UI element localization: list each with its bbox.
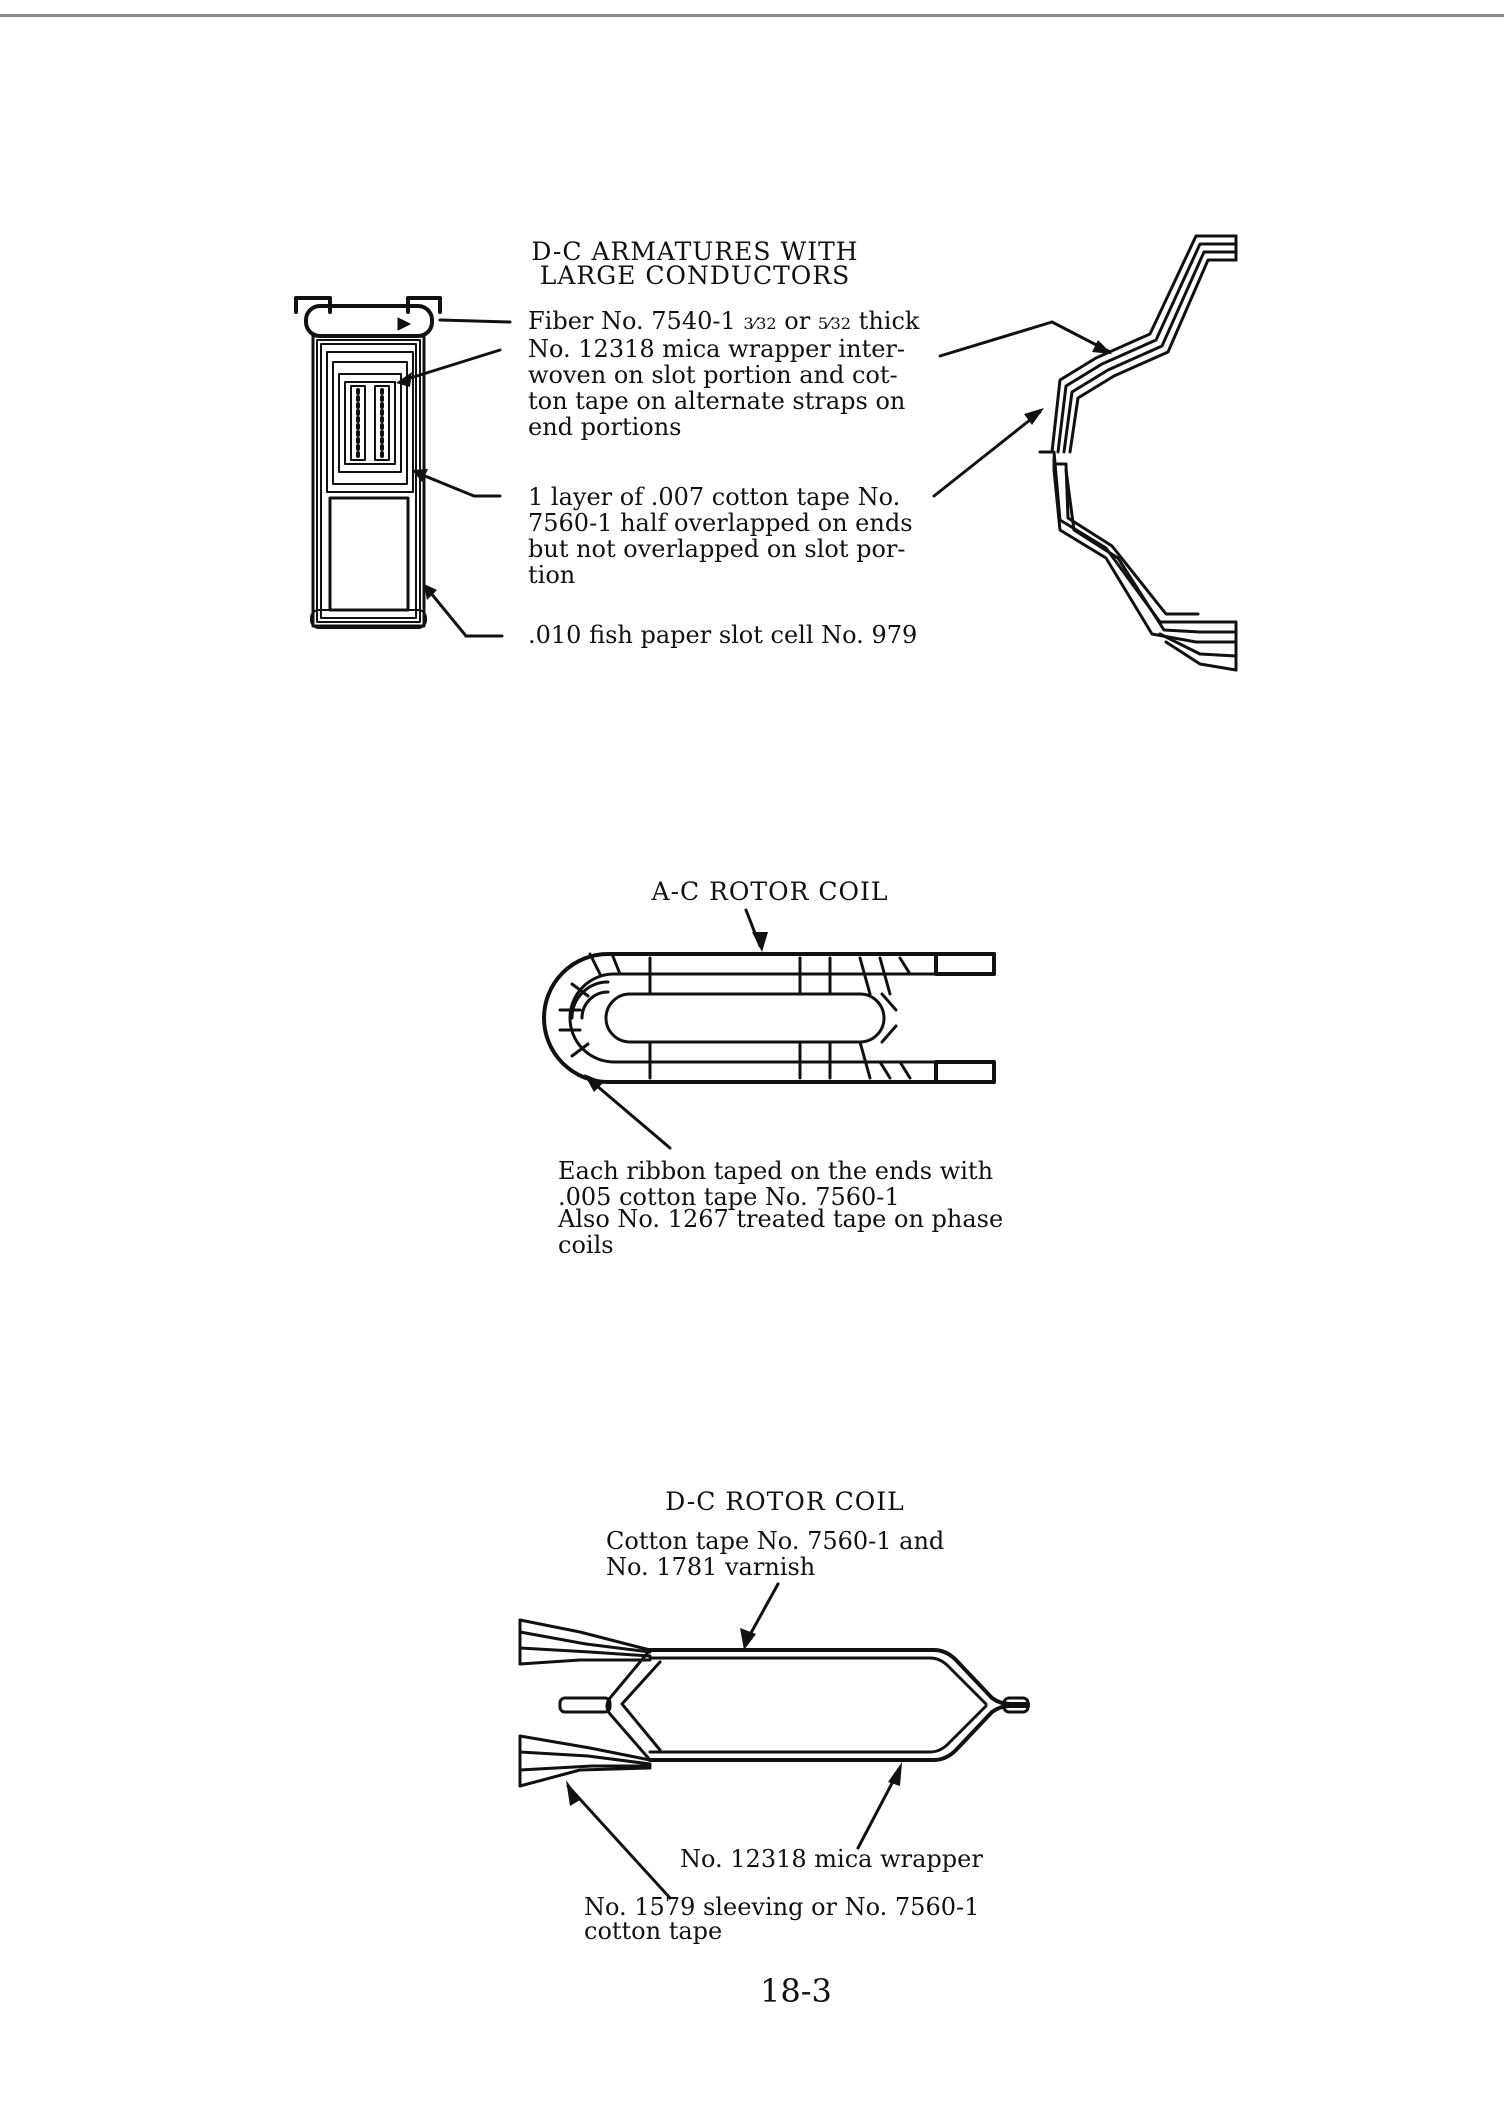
dc-armature-title-2: LARGE CONDUCTORS xyxy=(539,261,851,290)
mica-label-line-4: end portions xyxy=(528,413,682,441)
page-number: 18-3 xyxy=(760,1972,832,2010)
mica-label-line-1: No. 12318 mica wrapper inter- xyxy=(528,335,905,363)
cotton-tape-line-1: Cotton tape No. 7560-1 and xyxy=(606,1527,945,1555)
ribbon-note-line-4: coils xyxy=(558,1231,614,1259)
mica-wrapper-label: No. 12318 mica wrapper xyxy=(680,1845,983,1873)
cotton-layer-line-2: 7560-1 half overlapped on ends xyxy=(528,509,913,537)
dc-armature-title-1: D-C ARMATURES WITH xyxy=(531,237,859,266)
ac-rotor-coil-title: A-C ROTOR COIL xyxy=(651,877,889,906)
sleeving-line-1: No. 1579 sleeving or No. 7560-1 xyxy=(584,1893,980,1921)
cotton-layer-line-1: 1 layer of .007 cotton tape No. xyxy=(528,483,901,511)
fiber-suffix: thick xyxy=(858,307,920,335)
fiber-prefix: Fiber No. 7540-1 xyxy=(528,307,736,335)
cotton-layer-line-4: tion xyxy=(528,561,576,589)
sleeving-line-2: cotton tape xyxy=(584,1917,723,1945)
cotton-layer-line-3: but not overlapped on slot por- xyxy=(528,535,906,563)
fiber-or: or xyxy=(784,307,811,335)
cotton-tape-line-2: No. 1781 varnish xyxy=(606,1553,816,1581)
dc-rotor-coil-title: D-C ROTOR COIL xyxy=(665,1487,905,1516)
mica-label-line-3: ton tape on alternate straps on xyxy=(528,387,906,415)
ribbon-note-line-2: .005 cotton tape No. 7560-1 xyxy=(558,1183,900,1211)
fiber-fraction-2: 5⁄32 xyxy=(817,314,852,333)
ribbon-note-line-1: Each ribbon taped on the ends with xyxy=(558,1157,994,1185)
mica-label-line-2: woven on slot portion and cot- xyxy=(528,361,898,389)
ribbon-note-line-3: Also No. 1267 treated tape on phase xyxy=(558,1205,1004,1233)
fiber-fraction-1: 3⁄32 xyxy=(743,314,777,333)
fish-paper-label: .010 fish paper slot cell No. 979 xyxy=(528,621,918,649)
